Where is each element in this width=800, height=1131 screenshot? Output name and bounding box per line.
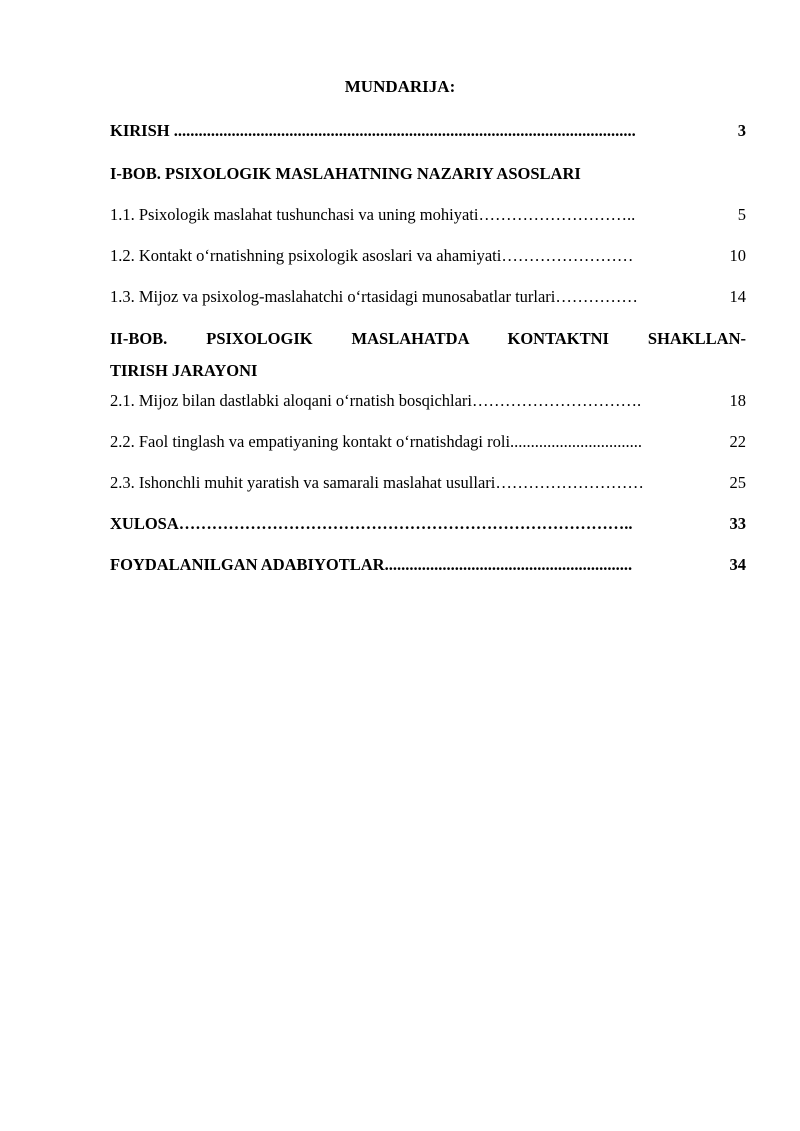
toc-title: MUNDARIJA: [344,77,456,96]
toc-entry-label: 2.1. Mijoz bilan dastlabki aloqani oʻrnatish bosqichlari…………………………. [110,391,642,410]
chapter-2-heading-line2: TIRISH JARAYONI [110,361,258,380]
toc-entry-page: 25 [729,473,746,492]
toc-entry-1-3 [110,286,746,308]
toc-entry-1-2 [110,245,746,267]
toc-entry-label: 1.3. Mijoz va psixolog-maslahatchi oʻrtasidagi munosabatlar turlari…………… [110,287,638,306]
toc-entry-label: FOYDALANILGAN ADABIYOTLAR............................................................ [110,555,633,574]
chapter-1-heading: I-BOB. PSIXOLOGIK MASLAHATNING NAZARIY ASOSLARI [110,164,581,183]
toc-entry-label: 1.2. Kontakt oʻrnatishning psixologik asoslari va ahamiyati…………………… [110,246,634,265]
toc-entry-page: 10 [729,246,746,265]
toc-entry-2-2 [110,431,746,453]
toc-entry-2-3 [110,472,746,494]
toc-entry-1-1 [110,204,746,226]
toc-entry-label: 2.3. Ishonchli muhit yaratish va samarali maslahat usullari……………………… [110,473,644,492]
toc-entry-page: 22 [729,432,746,451]
toc-entry-page: 33 [729,514,746,533]
toc-entry-2-1 [110,390,746,412]
toc-entry-page: 34 [729,555,746,574]
toc-entry-label: KIRISH ................................................................................................................ [110,121,636,140]
toc-entry-label: 1.1. Psixologik maslahat tushunchasi va uning mohiyati……………………….. [110,205,636,224]
chapter-2-heading-line1: II-BOB. PSIXOLOGIK MASLAHATDA KONTAKTNI SHAKLLAN- [110,329,746,348]
toc-entry-page: 5 [737,205,746,224]
toc-entry-page: 18 [729,391,746,410]
toc-entry-adabiyotlar [110,554,746,576]
toc-entry-page: 14 [729,287,746,306]
toc-entry-label: 2.2. Faol tinglash va empatiyaning kontakt oʻrnatishdagi roli................................ [110,432,643,451]
toc-entry-kirish [110,120,746,142]
toc-entry-xulosa [110,513,746,535]
toc-entry-label: XULOSA……………………………………………………………………….. [110,514,633,533]
toc-entry-page: 3 [737,121,746,140]
